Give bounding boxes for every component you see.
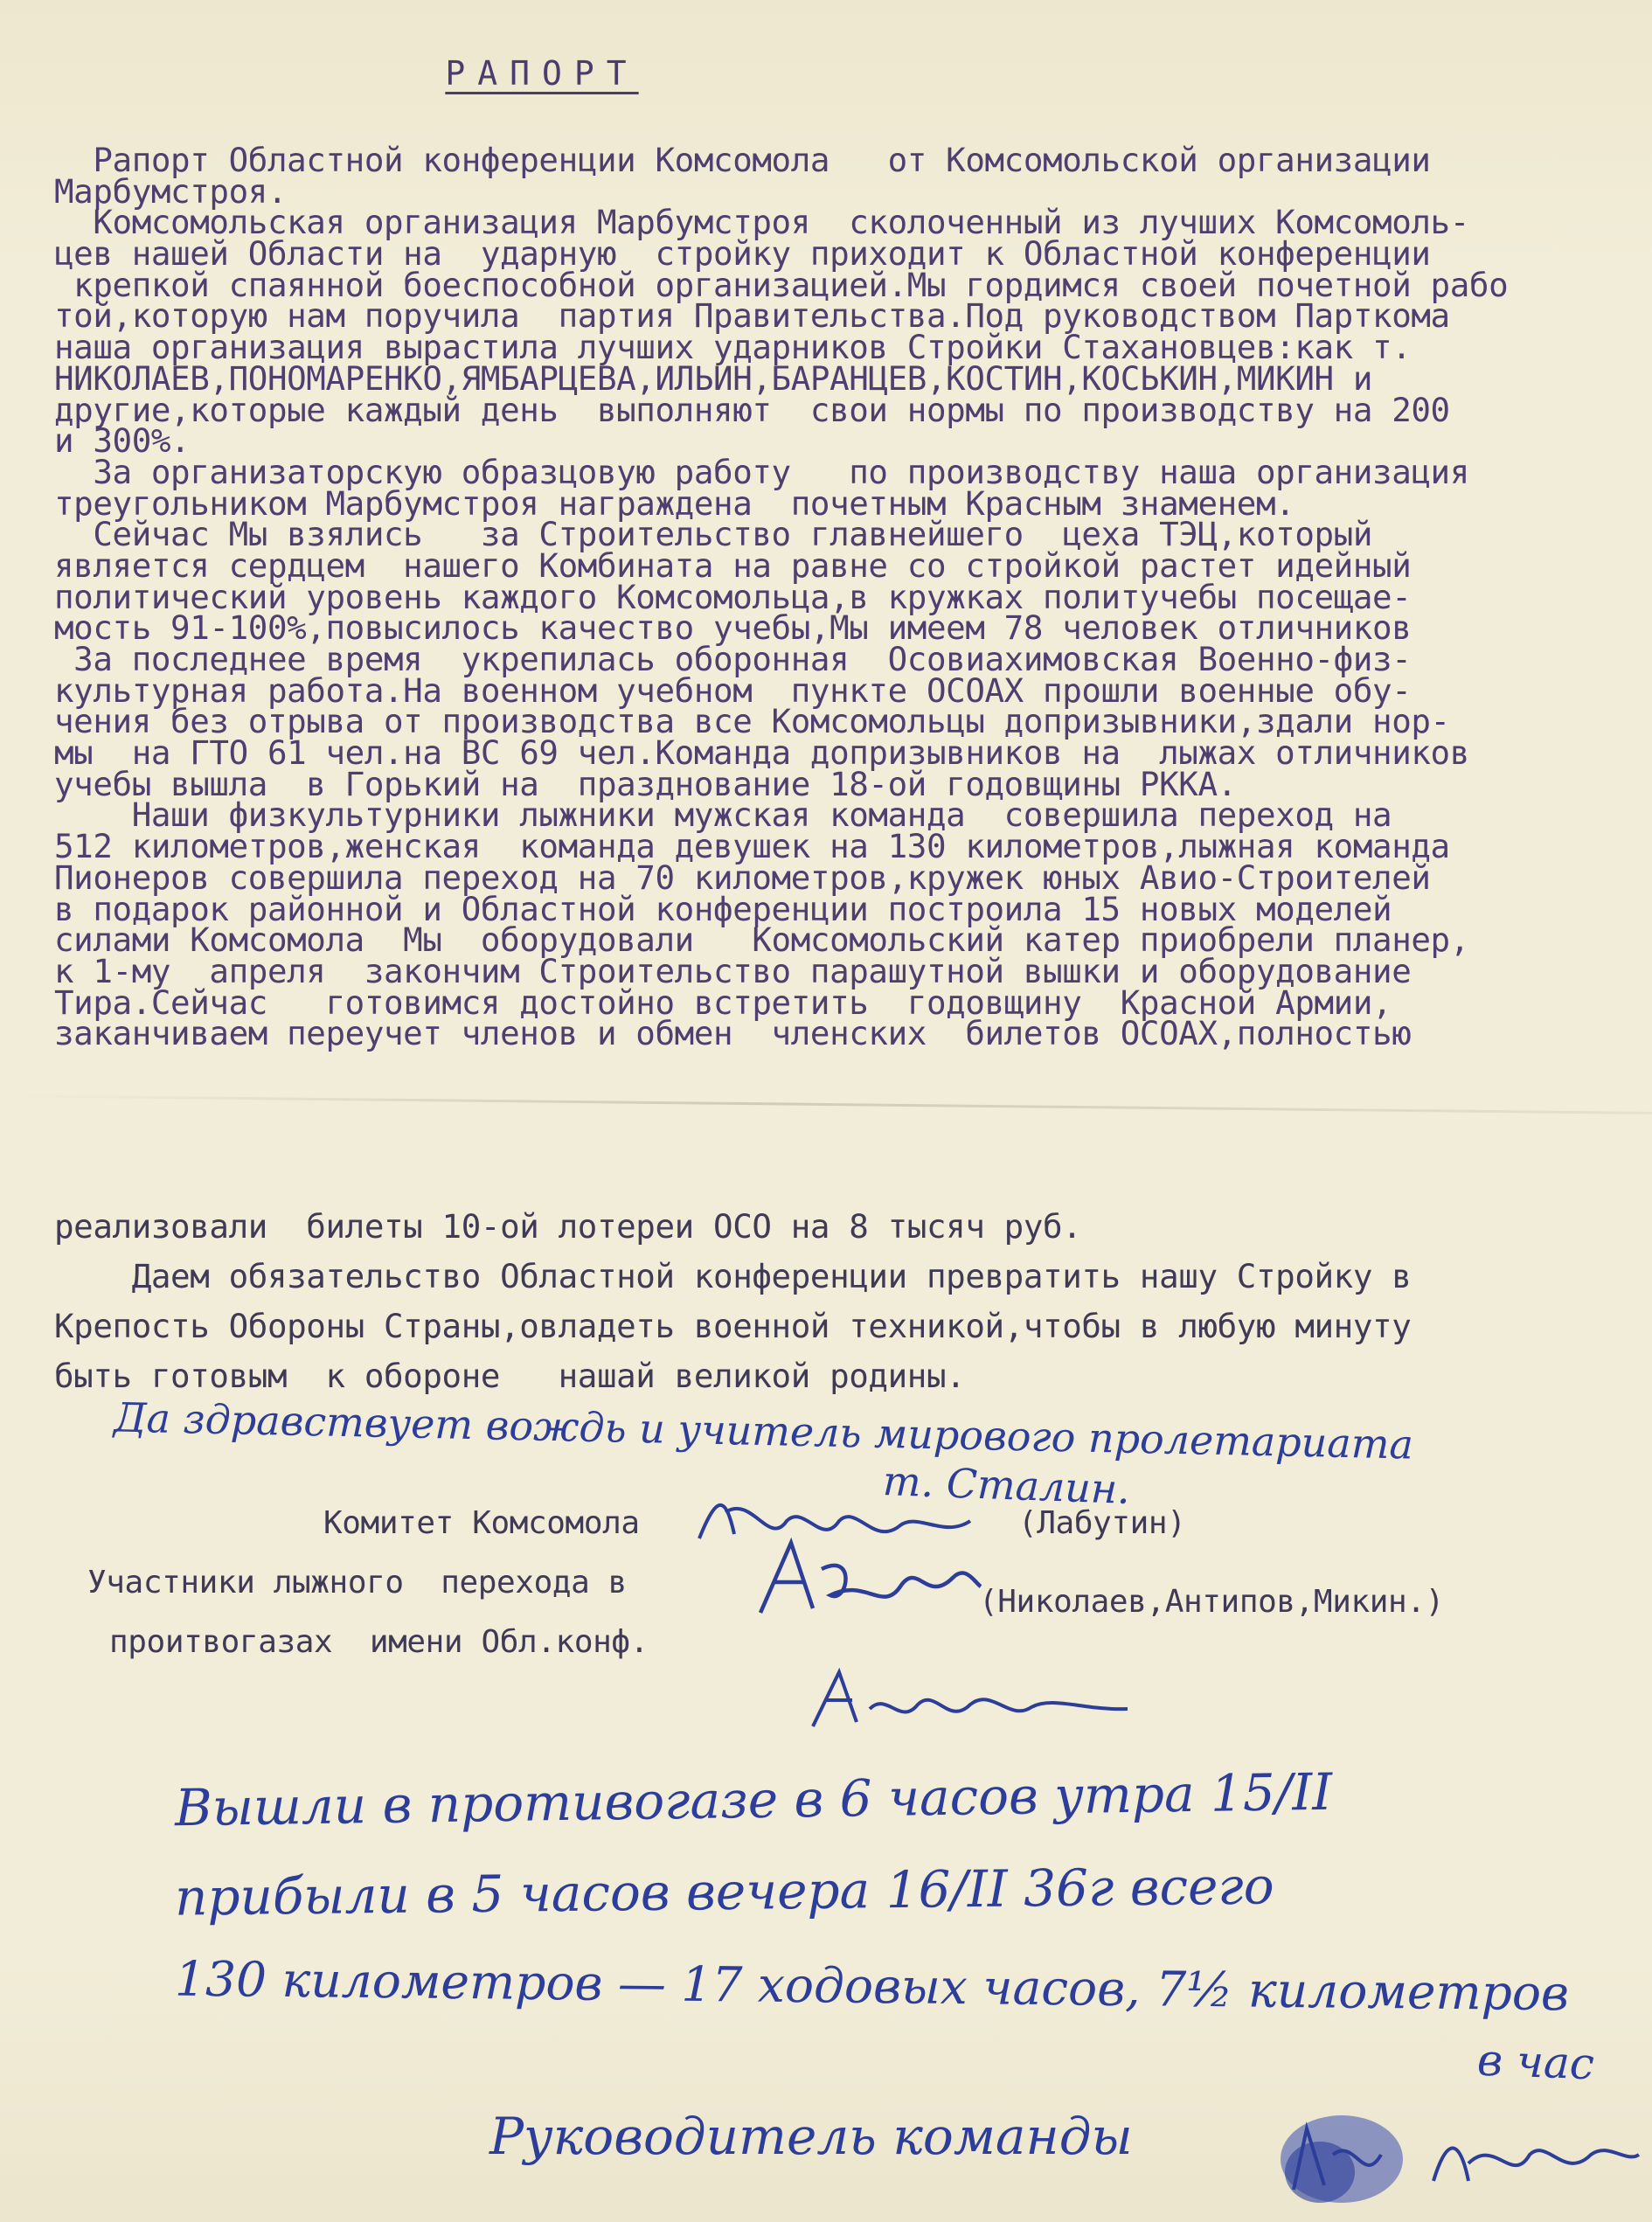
- typed-line: силами Комсомола Мы оборудовали Комсомольский катер приобрели планер,: [54, 920, 1469, 960]
- typed-line: Крепость Обороны Страны,овладеть военной техникой,чтобы в любую минуту: [54, 1307, 1412, 1345]
- typed-line: политический уровень каждого Комсомольца,в кружках политучебы посещае-: [54, 577, 1412, 616]
- typed-line: Сейчас Мы взялись за Строительство главнейшего цеха ТЭЦ,который: [54, 515, 1373, 554]
- handwritten-note-line2: прибыли в 5 часов вечера 16/II 36г всего: [174, 1856, 1274, 1927]
- typed-line: НИКОЛАЕВ,ПОНОМАРЕНКО,ЯМБАРЦЕВА,ИЛЬИН,БАРАНЦЕВ,КОСТИН,КОСЬКИН,МИКИН и: [54, 358, 1373, 398]
- typed-line: быть готовым к обороне нашай великой родины.: [54, 1357, 966, 1395]
- typed-line: мы на ГТО 61 чел.на ВС 69 чел.Команда допризывников на лыжах отличников: [54, 733, 1469, 773]
- typed-line: к 1-му апреля закончим Строительство парашутной вышки и оборудование: [54, 951, 1412, 990]
- typed-line: Наши физкультурники лыжники мужская команда совершила переход на: [54, 795, 1392, 835]
- report-closing: [54, 1202, 1628, 1401]
- committee-name: (Лабутин): [1018, 1505, 1186, 1541]
- typed-line: и 300%.: [54, 421, 191, 461]
- typed-line: в подарок районной и Областной конференции построила 15 новых моделей: [54, 889, 1392, 928]
- typed-line: заканчиваем переучет членов и обмен членских билетов ОСОАХ,полностью: [54, 1014, 1412, 1053]
- typed-line: 512 километров,женская команда девушек на 130 километров,лыжная команда: [54, 827, 1450, 866]
- typed-line: другие,которые каждый день выполняют свои нормы по производству на 200: [54, 390, 1450, 429]
- typed-line: учебы вышла в Горький на празднование 18-ой годовщины РККА.: [54, 764, 1237, 803]
- participants-names: (Николаев,Антипов,Микин.): [979, 1584, 1444, 1620]
- committee-label: Комитет Комсомола: [323, 1505, 640, 1541]
- participants-label-1: Участники лыжного перехода в: [87, 1565, 627, 1601]
- typed-line: Рапорт Областной конференции Комсомола от Комсомольской организации: [54, 141, 1431, 179]
- typed-line: той,которую нам поручила партия Правительства.Под руководством Парткома: [54, 296, 1450, 336]
- typed-line: реализовали билеты 10-ой лотереи ОСО на 8 тысяч руб.: [54, 1207, 1082, 1246]
- typed-line: За последнее время укрепилась оборонная Осовиахимовская Военно-физ-: [54, 640, 1412, 678]
- typed-line: Даем обязательство Областной конференции превратить нашу Стройку в: [54, 1257, 1412, 1295]
- typed-line: Тира.Сейчас готовимся достойно встретить годовщину Красной Армии,: [54, 983, 1392, 1022]
- typed-line: чения без отрыва от производства все Комсомольцы допризывники,здали нор-: [54, 702, 1450, 741]
- mikin-signature: [804, 1665, 1136, 1735]
- report-body: [54, 141, 1628, 1053]
- document-title: РАПОРТ: [445, 54, 639, 93]
- typed-line: Марбумстроя.: [54, 171, 288, 211]
- handwritten-note-line5: Руководитель команды: [489, 2107, 1133, 2166]
- handwritten-slogan-line1: Да здравствует вождь и учитель мирового пролетариата: [113, 1393, 1414, 1469]
- typed-line: является сердцем нашего Комбината на равне со стройкой растет идейный: [54, 545, 1412, 585]
- handwritten-note-line3: 130 километров — 17 ходовых часов, 7½ километров: [174, 1950, 1570, 2022]
- handwritten-note-line1: Вышли в противогазе в 6 часов утра 15/II: [174, 1761, 1333, 1838]
- team-leader-signature: [1259, 2102, 1643, 2216]
- typed-line: Комсомольская организация Марбумстроя сколоченный из лучших Комсомоль-: [54, 203, 1469, 242]
- typed-line: наша организация вырастила лучших ударников Стройки Стахановцев:как т.: [54, 328, 1412, 367]
- typed-line: За организаторскую образцовую работу по производству наша организация: [54, 452, 1469, 491]
- typed-line: Пионеров совершила переход на 70 километров,кружек юных Авио-Строителей: [54, 858, 1431, 897]
- typed-line: культурная работа.На военном учебном пункте ОСОАХ прошли военные обу-: [54, 670, 1412, 710]
- typed-line: треугольником Марбумстроя награждена почетным Красным знаменем.: [54, 483, 1295, 523]
- handwritten-note-line4: в час: [1476, 2034, 1595, 2090]
- typed-line: цев нашей Области на ударную стройку приходит к Областной конференции: [54, 234, 1431, 274]
- participants-signature: [752, 1534, 988, 1630]
- typed-line: крепкой спаянной боеспособной организацией.Мы гордимся своей почетной рабо: [54, 265, 1509, 304]
- handwritten-slogan-line2: т. Сталин.: [882, 1457, 1131, 1513]
- typed-line: мость 91-100%,повысилось качество учебы,Мы имеем 78 человек отличников: [54, 608, 1412, 648]
- participants-label-2: проитвогазах имени Обл.конф.: [109, 1624, 649, 1660]
